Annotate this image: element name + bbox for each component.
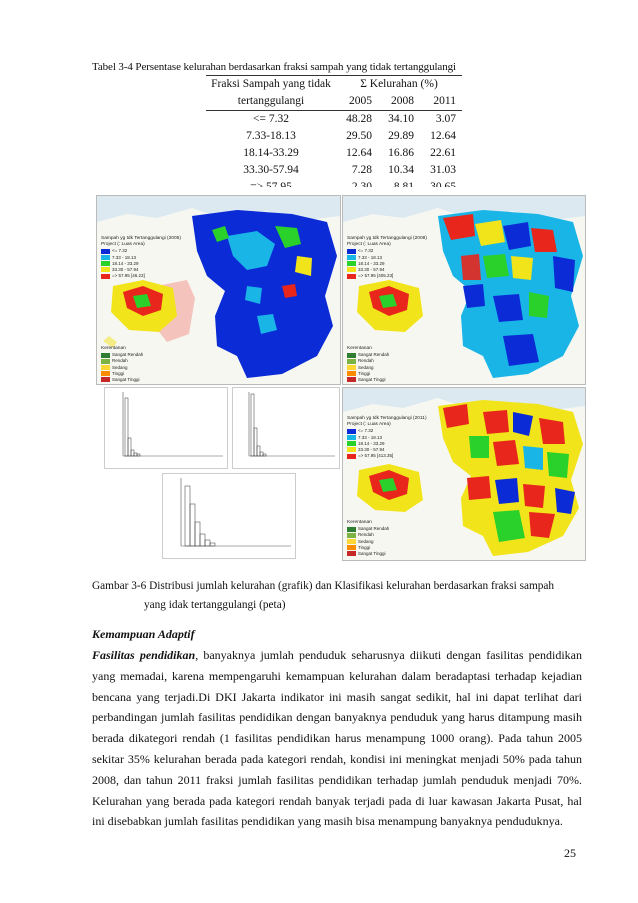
legend-item: 7.33 - 18.13 <box>358 434 383 440</box>
value-cell: 29.89 <box>388 130 414 142</box>
value-cell: 12.64 <box>346 147 372 159</box>
map-2005 <box>96 195 341 385</box>
kerentanan-legend-2011 <box>347 520 389 557</box>
table-caption: Tabel 3-4 Persentase kelurahan berdasarkan fraksi sampah yang tidak tertanggulangi <box>92 61 456 73</box>
legend-item: 33.30 - 57.94 <box>358 447 385 453</box>
value-cell: 10.34 <box>388 164 414 176</box>
inset-map-2011 <box>349 460 429 516</box>
section-paragraph <box>92 645 582 832</box>
kerentanan-legend-2005 <box>101 346 143 383</box>
value-cell: 34.10 <box>378 111 420 129</box>
legend-item: Tinggi <box>358 370 371 376</box>
legend-item: 7.33 - 18.13 <box>358 254 383 260</box>
range-cell: 18.14-33.29 <box>243 147 299 159</box>
table-row <box>206 162 462 179</box>
range-cell: <= 7.32 <box>206 111 336 129</box>
legend-item: Sangat Tinggi <box>358 551 386 557</box>
legend-item: Sangat Tinggi <box>358 377 386 383</box>
legend-item: 33.30 - 57.94 <box>358 267 385 273</box>
legend-item: <= 7.32 <box>358 248 374 254</box>
map-title: Sampah yg tdk Tertanggulangi (2005) <box>101 236 181 241</box>
value-cell: 29.50 <box>346 130 372 142</box>
inset-map-2005 <box>103 276 183 336</box>
legend-item: Rendah <box>358 358 374 364</box>
col1-header-line2: tertanggulangi <box>237 95 305 107</box>
kerentanan-title: Kerentanan <box>101 346 126 351</box>
map-subtitle: Project (: Luas Area) <box>101 242 145 248</box>
map-subtitle: Project (: Luas Area) <box>347 422 391 428</box>
legend-item: Sedang <box>112 364 128 370</box>
range-cell: 33.30-57.94 <box>243 164 299 176</box>
value-cell: 48.28 <box>336 111 378 129</box>
map-title: Sampah yg tdk Tertanggulangi (2011) <box>347 416 427 421</box>
legend-item: Sangat Rendah <box>358 526 390 532</box>
map-2008 <box>342 195 586 385</box>
map-title: Sampah yg tdk Tertanggulangi (2008) <box>347 236 427 241</box>
legend-item: Sangat Rendah <box>358 352 390 358</box>
map-2011 <box>342 387 586 561</box>
value-cell: 3.07 <box>420 111 462 129</box>
paragraph-body: , banyaknya jumlah penduduk seharusnya diikuti dengan fasilitas pendidikan yang memadai, karena mempengaruhi kemampuan kelurahan dalam beradaptasi terhadap kejadian bencana yang terjadi.Di DKI Jakarta indikator ini masih sangat sedikit, hal ini dapat terlihat dari perbandingan jumlah fasilitas pendidikan dengan banyaknya penduduk yang harus ditampung masih berada dikategori rendah (1 fasilitas pendidikan harus menampung 1000 orang). Pada tahun 2005 sekitar 35% kelurahan berada pada kategori rendah, kondisi ini meningkat menjadi 50% pada tahun 2008, dan tahun 2011 fraksi jumlah fasilitas pendidikan terhadap jumlah penduduk menjadi 70%. Kelurahan yang berada pada kategori rendah banyak terjadi pada di luar kawasan Jakarta Pusat, hal ini disebabkan jumlah fasilitas pendidikan yang masih bisa menampung banyaknya penduduknya. <box>92 648 582 829</box>
legend-item: <= 7.32 <box>358 428 374 434</box>
figure-3-6 <box>86 187 588 560</box>
figure-caption-line1: Gambar 3-6 Distribusi jumlah kelurahan (grafik) dan Klasifikasi kelurahan berdasarkan fraksi sampah <box>92 580 555 592</box>
legend-item: Sangat Rendah <box>112 352 144 358</box>
legend-item: 7.33 - 18.13 <box>112 254 137 260</box>
legend-item: => 57.95 [46.23] <box>112 273 145 279</box>
legend-item: Sedang <box>358 538 374 544</box>
range-cell: 7.33-18.13 <box>246 130 296 142</box>
legend-item: Rendah <box>358 532 374 538</box>
figure-caption <box>92 577 588 615</box>
map-2008-legend <box>347 236 427 279</box>
legend-item: 33.30 - 57.94 <box>112 267 139 273</box>
kerentanan-title: Kerentanan <box>347 520 372 525</box>
histogram-2008 <box>232 387 340 469</box>
year-header: 2011 <box>433 95 456 107</box>
legend-item: Sedang <box>358 364 374 370</box>
legend-item: <= 7.32 <box>112 248 128 254</box>
section-title: Kemampuan Adaptif <box>92 627 195 641</box>
legend-item: 18.14 - 33.29 <box>112 260 139 266</box>
kerentanan-title: Kerentanan <box>347 346 372 351</box>
legend-item: => 57.95 [405.23] <box>358 273 394 279</box>
histogram-2011 <box>162 473 296 559</box>
legend-item: Rendah <box>112 358 128 364</box>
value-cell: 22.61 <box>430 147 456 159</box>
map-subtitle: Project (: Luas Area) <box>347 242 391 248</box>
table-row <box>206 128 462 145</box>
legend-item: 18.14 - 33.29 <box>358 260 385 266</box>
table-row <box>206 145 462 162</box>
histogram-2005 <box>104 387 228 469</box>
legend-item: Tinggi <box>112 370 125 376</box>
legend-item: Tinggi <box>358 544 371 550</box>
col1-header-line1: Fraksi Sampah yang tidak <box>206 76 336 94</box>
table-row <box>206 111 462 129</box>
map-2005-legend <box>101 236 181 279</box>
paragraph-lead: Fasilitas pendidikan <box>92 648 196 662</box>
group-header: Σ Kelurahan (%) <box>336 76 462 94</box>
legend-item: 18.14 - 33.29 <box>358 440 385 446</box>
kerentanan-legend-2008 <box>347 346 389 383</box>
year-header: 2005 <box>349 95 372 107</box>
map-2011-legend <box>347 416 427 459</box>
legend-item: Sangat Tinggi <box>112 377 140 383</box>
value-cell: 12.64 <box>430 130 456 142</box>
inset-map-2008 <box>349 276 429 336</box>
value-cell: 16.86 <box>388 147 414 159</box>
figure-caption-line2: yang idak tertanggulangi (peta) <box>144 599 286 611</box>
value-cell: 31.03 <box>430 164 456 176</box>
page-number: 25 <box>564 846 576 860</box>
legend-item: => 57.95 [413.35] <box>358 453 394 459</box>
year-header: 2008 <box>391 95 414 107</box>
fraksi-sampah-table <box>206 75 462 197</box>
value-cell: 7.28 <box>351 164 372 176</box>
